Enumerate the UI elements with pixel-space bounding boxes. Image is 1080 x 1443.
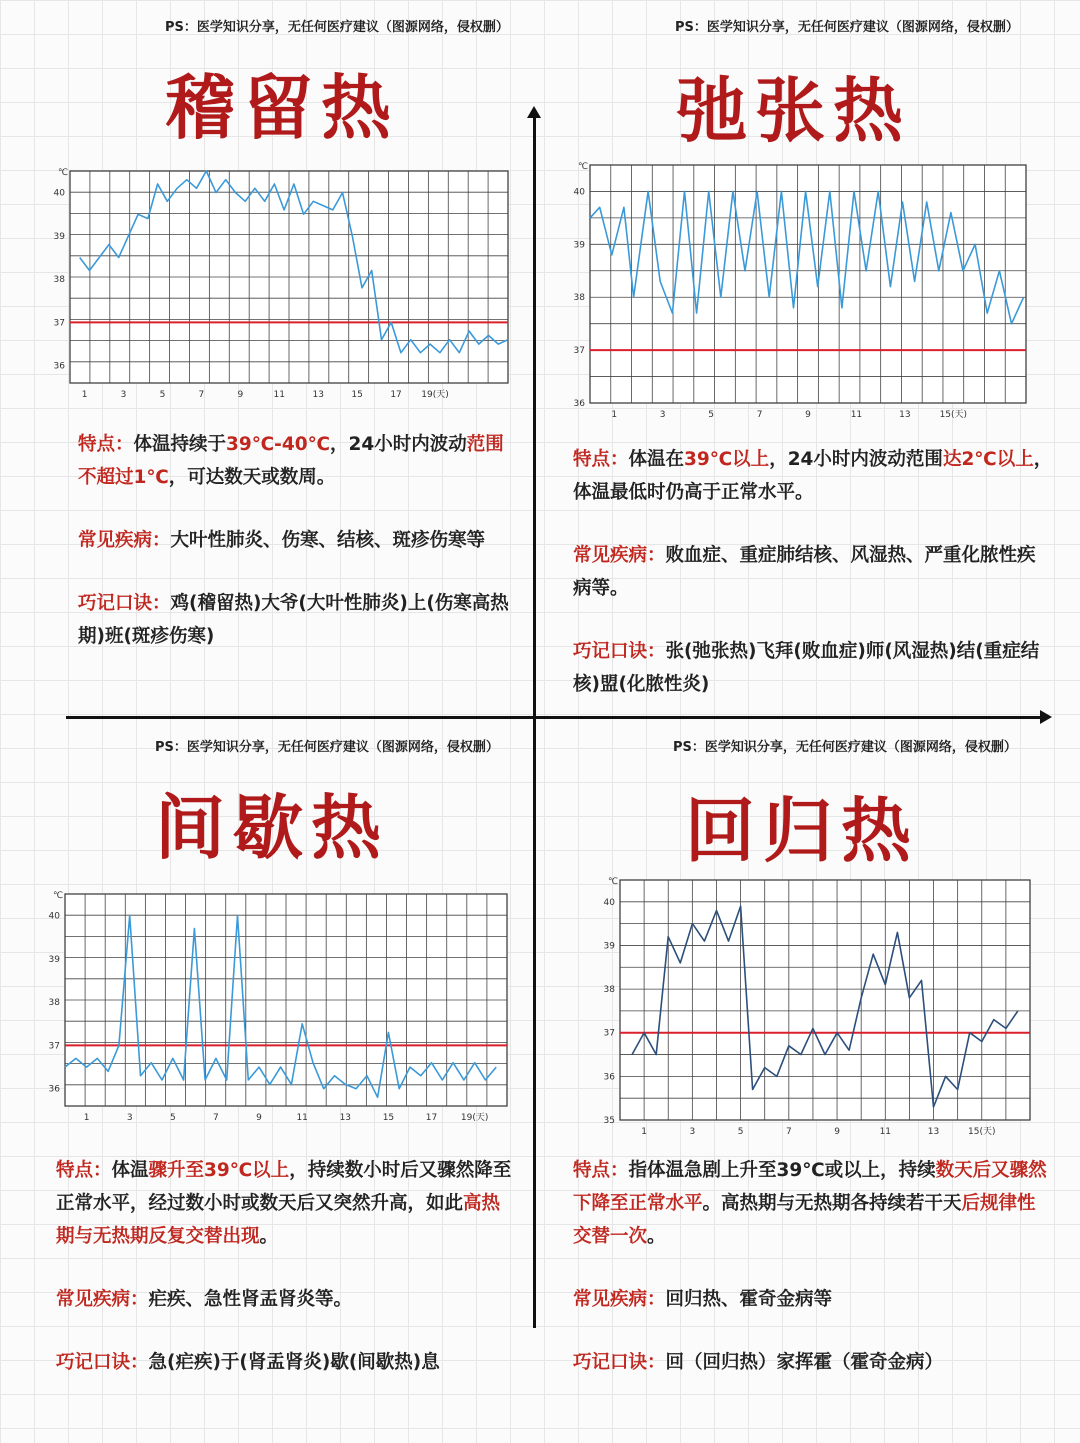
panel-description bbox=[56, 1154, 516, 1409]
y-tick-label: 39 bbox=[573, 240, 585, 251]
y-tick-label: 39 bbox=[53, 231, 65, 242]
features-block bbox=[56, 1154, 516, 1253]
temperature-chart bbox=[564, 160, 1034, 430]
disease-text: 大叶性肺炎、伤寒、结核、斑疹伤寒等 bbox=[170, 530, 486, 551]
features-text: ，24小时内波动 bbox=[330, 434, 467, 455]
x-tick-label: 1 bbox=[611, 410, 618, 420]
x-tick-label: 9 bbox=[237, 390, 244, 400]
features-text: ，持续数小时后又骤然降至正常水平，经过数小时或数天后又突然升高，如此 bbox=[56, 1160, 512, 1214]
x-tick-label: 15 bbox=[351, 390, 363, 400]
y-tick-label: 38 bbox=[48, 998, 60, 1009]
mnemonic-text: 鸡(稽留热)大爷(大叶性肺炎)上(伤寒高热期)班(斑疹伤寒) bbox=[78, 593, 509, 647]
disclaimer-text: PS：医学知识分享，无任何医疗建议（图源网络，侵权删） bbox=[675, 20, 1019, 35]
panel-relapsing-fever bbox=[540, 720, 1080, 1440]
disease-text: 回归热、霍奇金病等 bbox=[665, 1289, 833, 1310]
panel-title: 弛张热 bbox=[677, 70, 911, 152]
temperature-chart bbox=[45, 163, 515, 408]
panel-intermittent-fever bbox=[0, 720, 540, 1440]
features-highlight: 39℃以上 bbox=[684, 449, 770, 470]
mnemonic-block bbox=[78, 587, 518, 653]
y-tick-label: 37 bbox=[573, 346, 585, 357]
x-tick-label: 7 bbox=[756, 410, 763, 420]
x-tick-label: 3 bbox=[126, 1113, 133, 1123]
x-tick-label: 5 bbox=[708, 410, 714, 420]
panel-description bbox=[78, 428, 518, 683]
y-tick-label: 40 bbox=[603, 897, 615, 908]
features-highlight: 骤升至39℃以上 bbox=[148, 1160, 290, 1181]
mnemonic-label: 巧记口诀： bbox=[573, 1352, 666, 1373]
disease-label: 常见疾病： bbox=[56, 1289, 149, 1310]
y-tick-label: 38 bbox=[53, 275, 65, 286]
x-tick-label: 7 bbox=[785, 1127, 792, 1137]
x-tick-label: 17 bbox=[390, 390, 402, 400]
x-tick-label: 7 bbox=[198, 390, 205, 400]
features-text: 体温持续于 bbox=[133, 434, 227, 455]
panel-title: 间歇热 bbox=[155, 787, 389, 869]
mnemonic-block bbox=[573, 635, 1053, 701]
features-block bbox=[573, 1154, 1053, 1253]
y-unit-label: ℃ bbox=[53, 891, 64, 901]
features-text: ，体温最低时仍高于正常水平。 bbox=[573, 449, 1053, 503]
mnemonic-block bbox=[573, 1346, 1053, 1379]
x-tick-label: 19(天) bbox=[460, 1113, 489, 1123]
panel-description bbox=[573, 1154, 1053, 1409]
x-tick-label: 5 bbox=[169, 1113, 176, 1123]
disclaimer-text: PS：医学知识分享，无任何医疗建议（图源网络，侵权删） bbox=[673, 740, 1017, 755]
y-tick-label: 40 bbox=[573, 187, 585, 198]
features-text: 。 bbox=[647, 1226, 666, 1247]
features-text: 体温 bbox=[111, 1160, 149, 1181]
mnemonic-label: 巧记口诀： bbox=[78, 593, 171, 614]
features-highlight: 达2℃以上 bbox=[942, 449, 1034, 470]
plot-area bbox=[590, 165, 1026, 403]
features-text: 指体温急剧上升至39℃或以上，持续 bbox=[628, 1160, 936, 1181]
features-highlight: 范围不超过1℃ bbox=[78, 434, 504, 488]
y-tick-label: 40 bbox=[48, 911, 60, 922]
features-text: ，可达数天或数周。 bbox=[168, 467, 336, 488]
features-label: 特点： bbox=[56, 1160, 112, 1181]
y-unit-label: ℃ bbox=[58, 168, 69, 178]
x-tick-label: 17 bbox=[425, 1113, 438, 1123]
x-tick-label: 1 bbox=[83, 1113, 90, 1123]
x-tick-label: 7 bbox=[213, 1113, 219, 1123]
features-block bbox=[573, 443, 1053, 509]
panel-sustained-fever bbox=[0, 0, 540, 720]
y-tick-label: 36 bbox=[48, 1084, 60, 1095]
y-tick-label: 36 bbox=[53, 361, 65, 372]
mnemonic-text: 急(疟疾)于(肾盂肾炎)歇(间歇热)息 bbox=[148, 1352, 440, 1373]
panel-title: 回归热 bbox=[685, 790, 919, 872]
x-tick-label: 3 bbox=[120, 390, 127, 400]
y-tick-label: 37 bbox=[53, 318, 65, 329]
disease-block bbox=[573, 1283, 1053, 1316]
x-tick-label: 13 bbox=[899, 410, 911, 420]
y-tick-label: 35 bbox=[603, 1116, 615, 1126]
disease-label: 常见疾病： bbox=[573, 1289, 666, 1310]
mnemonic-text: 回（回归热）家挥霍（霍奇金病） bbox=[665, 1352, 944, 1373]
panel-remittent-fever bbox=[540, 0, 1080, 720]
y-tick-label: 36 bbox=[573, 399, 585, 409]
panel-title: 稽留热 bbox=[165, 67, 399, 149]
features-highlight: 数天后又骤然下降至正常水平 bbox=[573, 1160, 1047, 1214]
y-unit-label: ℃ bbox=[578, 162, 589, 172]
x-tick-label: 3 bbox=[689, 1127, 696, 1137]
x-tick-label: 11 bbox=[296, 1113, 308, 1123]
y-tick-label: 37 bbox=[603, 1028, 615, 1039]
x-tick-label: 9 bbox=[805, 410, 811, 420]
x-tick-label: 11 bbox=[273, 390, 285, 400]
features-text: 体温在 bbox=[628, 449, 685, 470]
y-tick-label: 39 bbox=[48, 954, 60, 965]
x-tick-label: 9 bbox=[834, 1127, 840, 1137]
disease-block bbox=[56, 1283, 516, 1316]
disease-block bbox=[573, 539, 1053, 605]
mnemonic-block bbox=[56, 1346, 516, 1379]
y-tick-label: 37 bbox=[48, 1041, 60, 1052]
y-unit-label: ℃ bbox=[608, 877, 619, 887]
x-tick-label: 15(天) bbox=[939, 410, 968, 420]
disclaimer-text: PS：医学知识分享，无任何医疗建议（图源网络，侵权删） bbox=[165, 20, 509, 35]
y-tick-label: 38 bbox=[573, 293, 585, 304]
features-highlight: 高热期与无热期反复交替出现 bbox=[56, 1193, 501, 1247]
x-tick-label: 5 bbox=[159, 390, 166, 400]
x-tick-label: 13 bbox=[339, 1113, 352, 1123]
features-text: 。高热期与无热期各持续若干天 bbox=[702, 1193, 962, 1214]
temperature-chart bbox=[40, 886, 515, 1131]
temperature-chart bbox=[595, 872, 1040, 1144]
x-tick-label: 3 bbox=[659, 410, 666, 420]
x-tick-label: 13 bbox=[927, 1127, 940, 1137]
x-tick-label: 11 bbox=[850, 410, 863, 420]
y-tick-label: 39 bbox=[603, 941, 615, 952]
y-tick-label: 36 bbox=[603, 1072, 615, 1083]
disease-text: 败血症、重症肺结核、风湿热、严重化脓性疾病等。 bbox=[573, 545, 1036, 599]
features-highlight: 后规律性交替一次 bbox=[573, 1193, 1036, 1247]
x-tick-label: 1 bbox=[81, 390, 88, 400]
disclaimer-text: PS：医学知识分享，无任何医疗建议（图源网络，侵权删） bbox=[155, 740, 499, 755]
mnemonic-label: 巧记口诀： bbox=[56, 1352, 149, 1373]
mnemonic-label: 巧记口诀： bbox=[573, 641, 666, 662]
x-tick-label: 15(天) bbox=[968, 1127, 996, 1137]
mnemonic-text: 张(弛张热)飞拜(败血症)师(风湿热)结(重症结核)盟(化脓性炎) bbox=[573, 641, 1040, 695]
disease-block bbox=[78, 524, 518, 557]
x-tick-label: 13 bbox=[312, 390, 324, 400]
features-label: 特点： bbox=[78, 434, 134, 455]
x-tick-label: 11 bbox=[879, 1127, 892, 1137]
disease-label: 常见疾病： bbox=[78, 530, 171, 551]
y-tick-label: 38 bbox=[603, 985, 615, 996]
features-text: ，24小时内波动范围 bbox=[769, 449, 943, 470]
disease-text: 疟疾、急性肾盂肾炎等。 bbox=[148, 1289, 353, 1310]
panel-description bbox=[573, 443, 1053, 731]
features-block bbox=[78, 428, 518, 494]
features-highlight: 39℃-40℃ bbox=[226, 434, 331, 455]
x-tick-label: 15 bbox=[382, 1113, 395, 1123]
x-tick-label: 9 bbox=[256, 1113, 262, 1123]
features-label: 特点： bbox=[573, 1160, 629, 1181]
features-label: 特点： bbox=[573, 449, 629, 470]
plot-area bbox=[620, 880, 1030, 1120]
features-text: 。 bbox=[259, 1226, 279, 1247]
x-tick-label: 19(天) bbox=[421, 390, 449, 400]
y-tick-label: 40 bbox=[53, 188, 65, 199]
x-tick-label: 5 bbox=[737, 1127, 744, 1137]
x-tick-label: 1 bbox=[641, 1127, 647, 1137]
disease-label: 常见疾病： bbox=[573, 545, 666, 566]
